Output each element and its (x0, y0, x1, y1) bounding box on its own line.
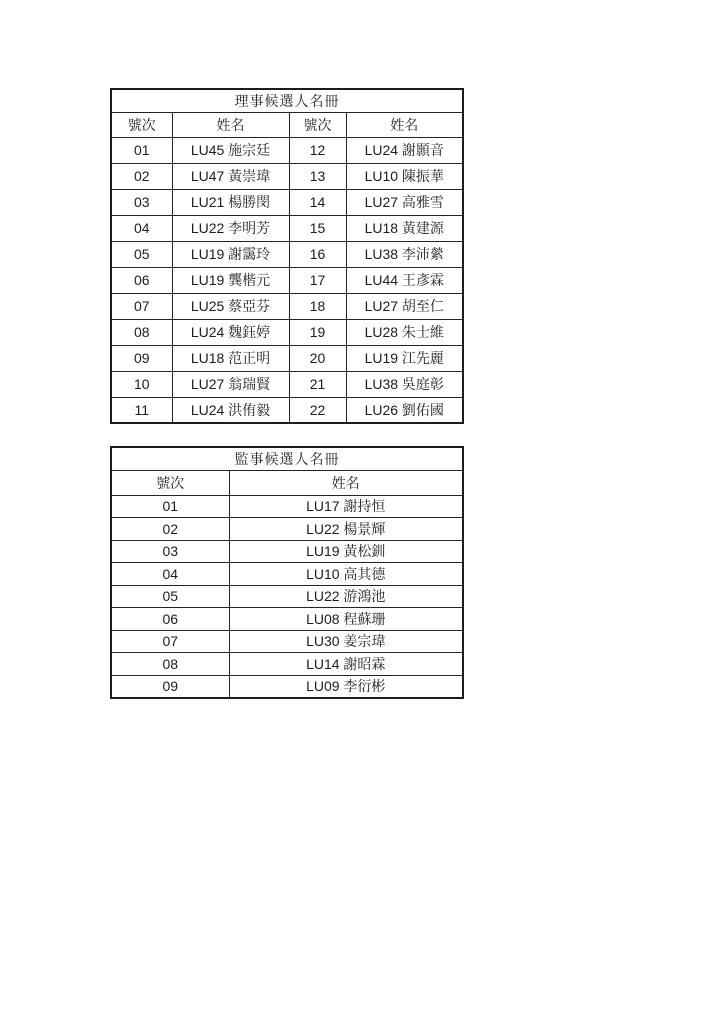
director-roster-table (110, 88, 464, 424)
table-row (111, 319, 463, 345)
candidate-name-cell: LU47 黃崇瑋 (172, 163, 289, 189)
candidate-name-cell: LU27 翁瑞賢 (172, 371, 289, 397)
candidate-number-cell: 06 (111, 608, 229, 631)
document-content (110, 88, 462, 699)
table-row (111, 241, 463, 267)
candidate-name-cell: LU10 高其德 (229, 563, 463, 586)
candidate-name-cell: LU44 王彥霖 (346, 267, 463, 293)
table-gap (110, 424, 462, 446)
table-row (111, 163, 463, 189)
candidate-name-cell: LU28 朱士維 (346, 319, 463, 345)
candidate-number-cell: 07 (111, 630, 229, 653)
table-row (111, 215, 463, 241)
table-row (111, 137, 463, 163)
candidate-name-cell: LU30 姜宗瑋 (229, 630, 463, 653)
candidate-name-cell: LU24 洪侑毅 (172, 397, 289, 423)
candidate-name-cell: LU27 胡至仁 (346, 293, 463, 319)
director-table-title: 理事候選人名冊 (111, 89, 463, 112)
table-title-row (111, 89, 463, 112)
column-header-name: 姓名 (172, 112, 289, 137)
candidate-number-cell: 02 (111, 163, 172, 189)
candidate-number-cell: 22 (289, 397, 346, 423)
candidate-name-cell: LU26 劉佑國 (346, 397, 463, 423)
candidate-number-cell: 03 (111, 540, 229, 563)
candidate-name-cell: LU19 黃松釧 (229, 540, 463, 563)
candidate-name-cell: LU19 謝靄玲 (172, 241, 289, 267)
candidate-number-cell: 16 (289, 241, 346, 267)
candidate-name-cell: LU18 范正明 (172, 345, 289, 371)
candidate-name-cell: LU10 陳振華 (346, 163, 463, 189)
candidate-number-cell: 01 (111, 495, 229, 518)
candidate-name-cell: LU38 李沛縈 (346, 241, 463, 267)
candidate-number-cell: 17 (289, 267, 346, 293)
candidate-number-cell: 04 (111, 215, 172, 241)
candidate-number-cell: 08 (111, 653, 229, 676)
candidate-name-cell: LU09 李衍彬 (229, 675, 463, 698)
table-row (111, 293, 463, 319)
table-row (111, 518, 463, 541)
candidate-number-cell: 12 (289, 137, 346, 163)
table-row (111, 495, 463, 518)
table-header-row (111, 470, 463, 495)
candidate-number-cell: 15 (289, 215, 346, 241)
table-row (111, 371, 463, 397)
table-row (111, 540, 463, 563)
column-header-number: 號次 (111, 112, 172, 137)
table-row (111, 653, 463, 676)
table-title-row (111, 447, 463, 470)
table-row (111, 267, 463, 293)
candidate-number-cell: 10 (111, 371, 172, 397)
candidate-number-cell: 08 (111, 319, 172, 345)
candidate-name-cell: LU14 謝昭霖 (229, 653, 463, 676)
table-row (111, 563, 463, 586)
candidate-number-cell: 03 (111, 189, 172, 215)
candidate-number-cell: 05 (111, 241, 172, 267)
candidate-number-cell: 20 (289, 345, 346, 371)
candidate-name-cell: LU17 謝持恒 (229, 495, 463, 518)
candidate-name-cell: LU24 謝顥音 (346, 137, 463, 163)
candidate-name-cell: LU19 江先麗 (346, 345, 463, 371)
candidate-number-cell: 01 (111, 137, 172, 163)
candidate-number-cell: 19 (289, 319, 346, 345)
column-header-number: 號次 (289, 112, 346, 137)
candidate-number-cell: 04 (111, 563, 229, 586)
candidate-name-cell: LU45 施宗廷 (172, 137, 289, 163)
candidate-name-cell: LU21 楊勝閔 (172, 189, 289, 215)
candidate-name-cell: LU24 魏鈺婷 (172, 319, 289, 345)
candidate-number-cell: 11 (111, 397, 172, 423)
candidate-name-cell: LU22 游鴻池 (229, 585, 463, 608)
table-row (111, 189, 463, 215)
candidate-number-cell: 18 (289, 293, 346, 319)
candidate-name-cell: LU22 楊景輝 (229, 518, 463, 541)
candidate-name-cell: LU18 黃建源 (346, 215, 463, 241)
candidate-name-cell: LU22 李明芳 (172, 215, 289, 241)
table-row (111, 585, 463, 608)
table-row (111, 608, 463, 631)
candidate-name-cell: LU27 高雅雪 (346, 189, 463, 215)
column-header-number: 號次 (111, 470, 229, 495)
candidate-number-cell: 02 (111, 518, 229, 541)
candidate-number-cell: 14 (289, 189, 346, 215)
supervisor-roster-table (110, 446, 464, 699)
candidate-name-cell: LU38 吳庭彰 (346, 371, 463, 397)
candidate-number-cell: 09 (111, 675, 229, 698)
column-header-name: 姓名 (229, 470, 463, 495)
candidate-number-cell: 06 (111, 267, 172, 293)
candidate-name-cell: LU19 龔楷元 (172, 267, 289, 293)
table-row (111, 630, 463, 653)
candidate-name-cell: LU25 蔡亞芬 (172, 293, 289, 319)
table-row (111, 397, 463, 423)
candidate-name-cell: LU08 程蘇珊 (229, 608, 463, 631)
candidate-number-cell: 13 (289, 163, 346, 189)
column-header-name: 姓名 (346, 112, 463, 137)
table-row (111, 345, 463, 371)
table-header-row (111, 112, 463, 137)
supervisor-table-title: 監事候選人名冊 (111, 447, 463, 470)
candidate-number-cell: 09 (111, 345, 172, 371)
candidate-number-cell: 07 (111, 293, 172, 319)
candidate-number-cell: 05 (111, 585, 229, 608)
candidate-number-cell: 21 (289, 371, 346, 397)
table-row (111, 675, 463, 698)
